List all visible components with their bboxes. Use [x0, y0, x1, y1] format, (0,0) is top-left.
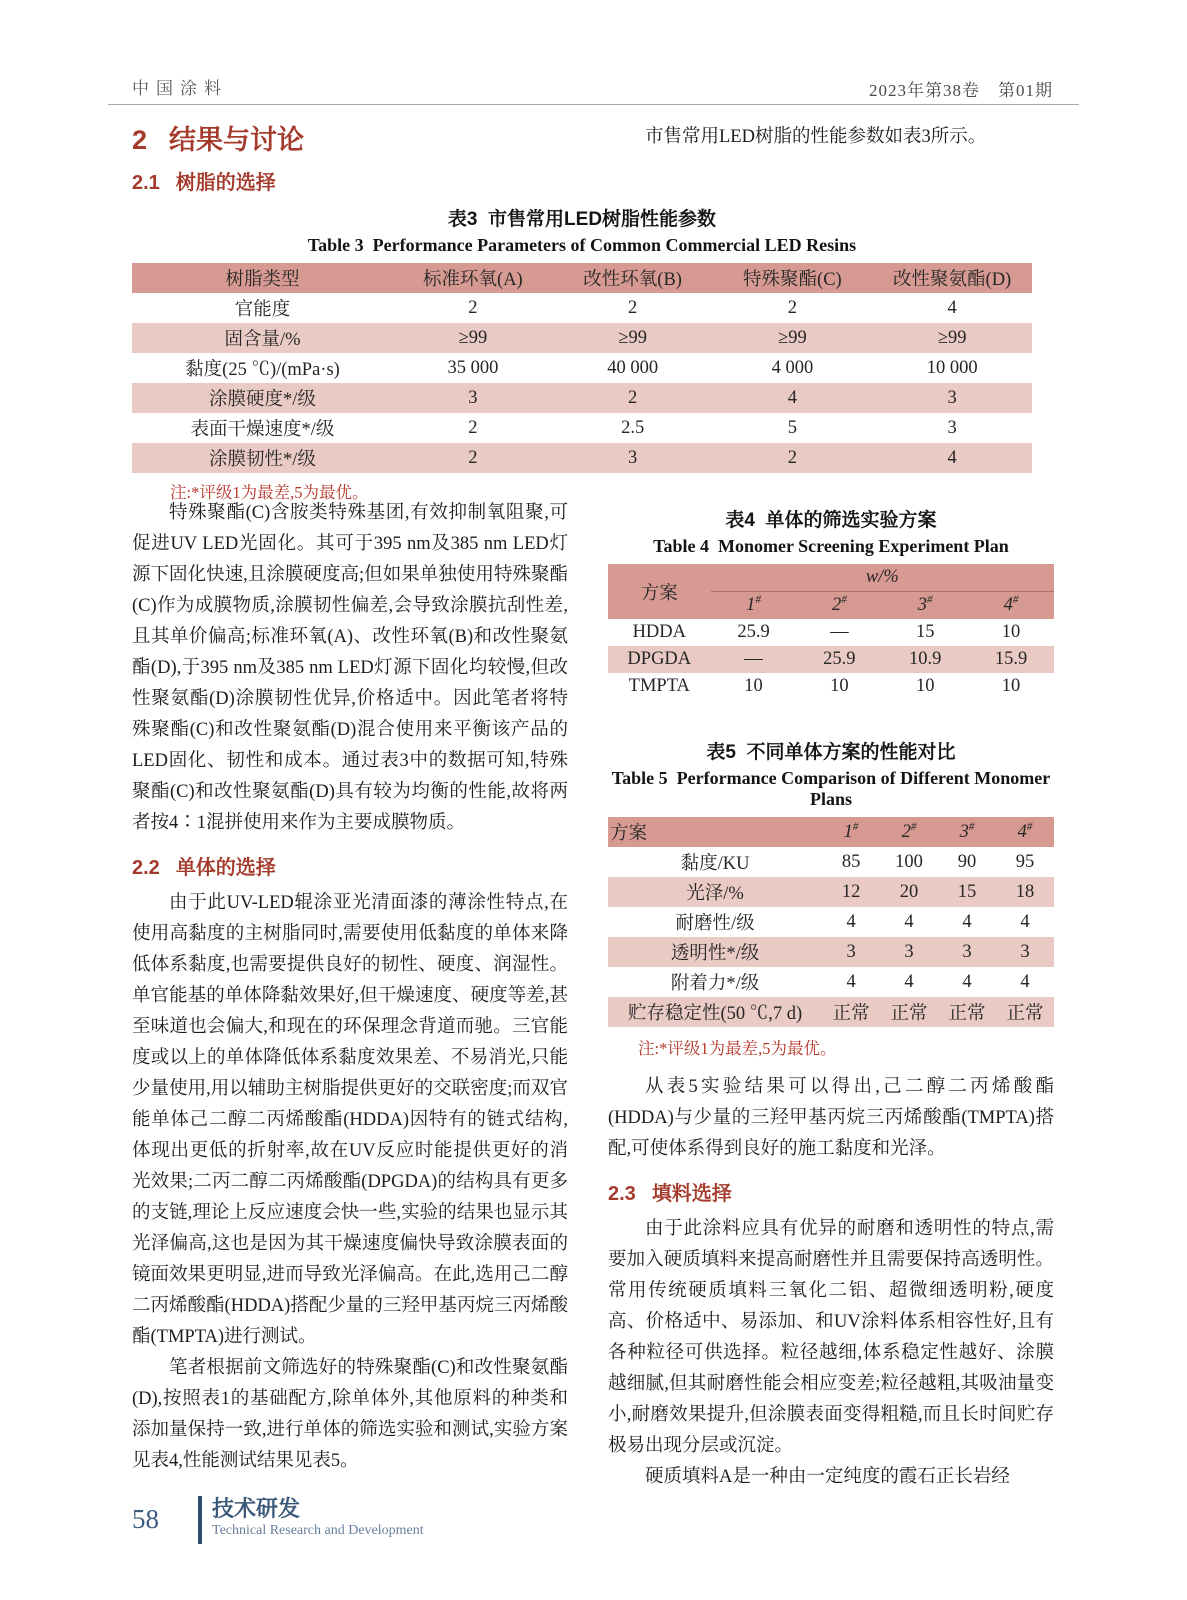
row-label: TMPTA — [628, 676, 690, 696]
body-paragraph: 硬质填料A是一种由一定纯度的霞石正长岩经 — [645, 1467, 1010, 1487]
table-row — [608, 997, 1054, 1027]
cell: 3 — [947, 387, 957, 408]
row-label: 耐磨性/级 — [675, 914, 755, 934]
body-paragraph: 特殊聚酯(C)含胺类特殊基团,有效抑制氧阻聚,可促进UV LED光固化。其可于395 nm及385 nm LED灯源下固化快速,且涂膜硬度高;但如果单独使用特殊聚酯(C)作为成膜物质,涂膜韧性偏差,会导致涂膜抗刮性差,且其单价偏高;标准环氧(A)、改性环氧(B)和改性聚氨酯(D),于395 nm及385 nm LED灯源下固化均较慢,但改性聚氨酯(D)涂膜韧性优异,价格适中。因此笔者将特殊聚酯(C)和改性聚氨酯(D)混合使用来平衡该产品的LED固化、韧性和成本。通过表3中的数据可知,特殊聚酯(C)和改性聚氨酯(D)具有较为均衡的性能,故将两者按4∶1混拼使用来作为主要成膜物质。 — [132, 503, 568, 833]
cell: 4 — [962, 971, 972, 992]
section-title: 结果与讨论 — [169, 125, 305, 155]
plan-header: 4# — [1003, 594, 1019, 616]
cell: 10 — [830, 676, 849, 696]
cell: 18 — [1015, 881, 1035, 902]
cell: 4 — [962, 911, 972, 932]
cell: 4 — [1020, 971, 1030, 992]
cell: 2.5 — [621, 417, 645, 438]
cell: ≥99 — [937, 327, 967, 348]
cell: 3 — [904, 941, 914, 962]
cell: 2 — [628, 387, 638, 408]
row-label: 附着力*/级 — [670, 974, 760, 994]
cell: 3 — [846, 941, 856, 962]
table3-block — [132, 204, 1032, 503]
subsection-heading-resin-selection — [132, 166, 276, 195]
cell: 3 — [628, 447, 638, 468]
cell: 20 — [899, 881, 919, 902]
plan-header: 4# — [1017, 820, 1033, 843]
table5-block — [608, 737, 1054, 1059]
table-row — [608, 673, 1054, 700]
section-number: 2 — [132, 125, 148, 155]
plan-header: 3# — [917, 594, 933, 616]
table5-header-row — [608, 817, 1054, 847]
table-row — [132, 323, 1032, 353]
plan-header: 2# — [831, 594, 847, 616]
cell: 2 — [628, 297, 638, 318]
footer-section-zh: 技术研发 — [212, 1496, 301, 1521]
table-row — [608, 967, 1054, 997]
cell: 2 — [468, 447, 478, 468]
footer-divider-bar — [198, 1496, 202, 1544]
cell: 15 — [915, 622, 935, 642]
row-label: 光泽/% — [686, 884, 744, 904]
left-column — [132, 498, 568, 1477]
cell: 2 — [468, 417, 478, 438]
cell: — — [830, 622, 849, 642]
table-row — [608, 907, 1054, 937]
intro-paragraph: 市售常用LED树脂的性能参数如表3所示。 — [645, 127, 987, 147]
cell: 正常 — [1006, 1004, 1044, 1024]
table-row — [132, 443, 1032, 473]
cell: ≥99 — [618, 327, 647, 348]
table3-col-header: 改性环氧(B) — [583, 270, 682, 290]
cell: 正常 — [832, 1004, 870, 1024]
cell: 10 — [744, 676, 763, 696]
table-row — [608, 877, 1054, 907]
cell: — — [744, 649, 763, 669]
cell: 85 — [841, 851, 861, 872]
cell: 2 — [787, 447, 797, 468]
cell: 4 — [1020, 911, 1030, 932]
cell: 10 — [915, 676, 935, 696]
cell: 5 — [787, 417, 797, 438]
body-paragraph: 由于此UV-LED辊涂亚光清面漆的薄涂性特点,在使用高黏度的主树脂同时,需要使用低黏度的单体来降低体系黏度,也需要提供良好的韧性、硬度、润湿性。单官能基的单体降黏效果好,但干燥速度、硬度等差,甚至味道也会偏大,和现在的环保理念背道而驰。三官能度或以上的单体降低体系黏度效果差、不易消光,只能少量使用,用以辅助主树脂提供更好的交联密度;而双官能单体己二醇二丙烯酸酯(HDDA)因特有的链式结构,体现出更低的折射率,故在UV反应时能提供更好的消光效果;二丙二醇二丙烯酸酯(DPGDA)的结构具有更多的支链,理论上反应速度会快一些,实验的结果也显示其光泽偏高,这也是因为其干燥速度偏快导致涂膜表面的镜面效果更明显,进而导致光泽偏高。在此,选用己二醇二丙烯酸酯(HDDA)搭配少量的三羟甲基丙烷三丙烯酸酯(TMPTA)进行测试。 — [132, 893, 568, 1347]
section-heading-results — [132, 118, 304, 157]
table-row — [132, 353, 1032, 383]
cell: 4 — [904, 911, 914, 932]
cell: 4 — [846, 911, 856, 932]
table-row — [608, 847, 1054, 877]
cell: 10 — [1001, 676, 1021, 696]
cell: 3 — [1020, 941, 1030, 962]
table5-title-en: Table 5 Performance Comparison of Different Monomer Plans — [611, 768, 1055, 809]
row-label: 固含量/% — [224, 330, 301, 350]
cell: 4 — [904, 971, 914, 992]
row-label: 贮存稳定性(50 ℃,7 d) — [627, 1004, 803, 1024]
journal-name: 中国涂料 — [132, 79, 228, 98]
table3-col-header: 树脂类型 — [225, 270, 300, 290]
table3-note: 注:*评级1为最差,5为最优。 — [170, 483, 369, 502]
table4-header-row — [608, 564, 1054, 592]
row-label: 黏度(25 ℃)/(mPa·s) — [185, 360, 340, 380]
row-label: 官能度 — [234, 300, 291, 320]
subsection-title: 单体的选择 — [175, 857, 276, 879]
right-column-lower — [608, 1072, 1054, 1493]
cell: 2 — [468, 297, 478, 318]
header-rule — [108, 104, 1079, 105]
cell: 3 — [947, 417, 957, 438]
subsection-number: 2.1 — [132, 172, 160, 194]
row-label: DPGDA — [627, 649, 692, 669]
subsection-title: 填料选择 — [651, 1183, 732, 1205]
cell: 12 — [841, 881, 861, 902]
table5 — [608, 817, 1054, 1027]
cell: 40 000 — [607, 357, 659, 378]
table-row — [608, 646, 1054, 673]
table3-col-header: 改性聚氨酯(D) — [893, 270, 1012, 290]
table4 — [608, 564, 1054, 700]
cell: 25.9 — [823, 649, 856, 669]
cell: 100 — [895, 851, 923, 872]
table3-title-zh: 表3 市售常用LED树脂性能参数 — [447, 209, 717, 230]
cell: 35 000 — [447, 357, 499, 378]
cell: 10 — [1001, 622, 1021, 642]
cell: 95 — [1015, 851, 1035, 872]
page-number: 58 — [132, 1504, 159, 1534]
table-row — [132, 413, 1032, 443]
subsection-number: 2.2 — [132, 857, 160, 879]
table5-title-zh: 表5 不同单体方案的性能对比 — [706, 742, 956, 763]
plan-header: 1# — [843, 820, 859, 843]
table4-col-plan: 方案 — [640, 583, 678, 604]
footer-section-en: Technical Research and Development — [212, 1523, 424, 1538]
table5-note: 注:*评级1为最差,5为最优。 — [638, 1039, 837, 1058]
cell: 4 — [787, 387, 797, 408]
row-label: HDDA — [632, 622, 687, 642]
row-label: 表面干燥速度*/级 — [190, 420, 335, 440]
subsection-heading-monomer-selection — [132, 851, 568, 880]
table3-header-row — [132, 263, 1032, 293]
row-label: 透明性*/级 — [670, 944, 760, 964]
body-paragraph: 从表5实验结果可以得出,己二醇二丙烯酸酯(HDDA)与少量的三羟甲基丙烷三丙烯酸酯(TMPTA)搭配,可使体系得到良好的施工黏度和光泽。 — [608, 1077, 1054, 1159]
issue-info: 2023年第38卷 第01期 — [869, 81, 1053, 100]
plan-header: 3# — [959, 820, 975, 843]
table3 — [132, 263, 1032, 473]
cell: 4 000 — [771, 357, 814, 378]
cell: 4 — [947, 447, 957, 468]
table4-title-en: Table 4 Monomer Screening Experiment Plan — [653, 536, 1009, 556]
cell: 2 — [787, 297, 797, 318]
body-paragraph: 由于此涂料应具有优异的耐磨和透明性的特点,需要加入硬质填料来提高耐磨性并且需要保持高透明性。常用传统硬质填料三氧化二铝、超微细透明粉,硬度高、价格适中、易添加、和UV涂料体系相容性好,且有各种粒径可供选择。粒径越细,体系稳定性越好、涂膜越细腻,但其耐磨性能会相应变差;粒径越粗,其吸油量变小,耐磨效果提升,但涂膜表面变得粗糙,而且长时间贮存极易出现分层或沉淀。 — [608, 1219, 1054, 1456]
subsection-number: 2.3 — [608, 1183, 636, 1205]
table-row — [608, 619, 1054, 646]
cell: 正常 — [948, 1004, 986, 1024]
table4-col-group: w/% — [711, 564, 1054, 592]
cell: 3 — [468, 387, 478, 408]
cell: ≥99 — [458, 327, 488, 348]
cell: 10 000 — [926, 357, 978, 378]
plan-header: 2# — [901, 820, 917, 843]
row-label: 涂膜硬度*/级 — [209, 390, 316, 410]
cell: 10.9 — [909, 649, 942, 669]
table4-title-zh: 表4 单体的筛选实验方案 — [725, 510, 937, 531]
table-row — [608, 937, 1054, 967]
cell: ≥99 — [778, 327, 807, 348]
table3-col-header: 标准环氧(A) — [423, 270, 523, 290]
table3-col-header: 特殊聚酯(C) — [743, 270, 842, 290]
plan-header: 1# — [746, 594, 761, 616]
table4-block — [608, 505, 1054, 700]
cell: 15.9 — [994, 649, 1028, 669]
cell: 90 — [957, 851, 977, 872]
table5-col-plan: 方案 — [610, 824, 648, 844]
row-label: 涂膜韧性*/级 — [209, 450, 316, 470]
subsection-title: 树脂的选择 — [175, 172, 276, 194]
cell: 4 — [846, 971, 856, 992]
cell: 3 — [962, 941, 972, 962]
cell: 正常 — [890, 1004, 928, 1024]
row-label: 黏度/KU — [680, 854, 750, 874]
subsection-heading-filler-selection — [608, 1177, 1054, 1206]
cell: 15 — [957, 881, 977, 902]
cell: 25.9 — [737, 622, 770, 642]
table-row — [132, 293, 1032, 323]
body-paragraph: 笔者根据前文筛选好的特殊聚酯(C)和改性聚氨酯(D),按照表1的基础配方,除单体外,其他原料的种类和添加量保持一致,进行单体的筛选实验和测试,实验方案见表4,性能测试结果见表5。 — [132, 1358, 568, 1471]
table-row — [132, 383, 1032, 413]
table3-title-en: Table 3 Performance Parameters of Common Commercial LED Resins — [307, 235, 857, 255]
cell: 4 — [947, 297, 957, 318]
